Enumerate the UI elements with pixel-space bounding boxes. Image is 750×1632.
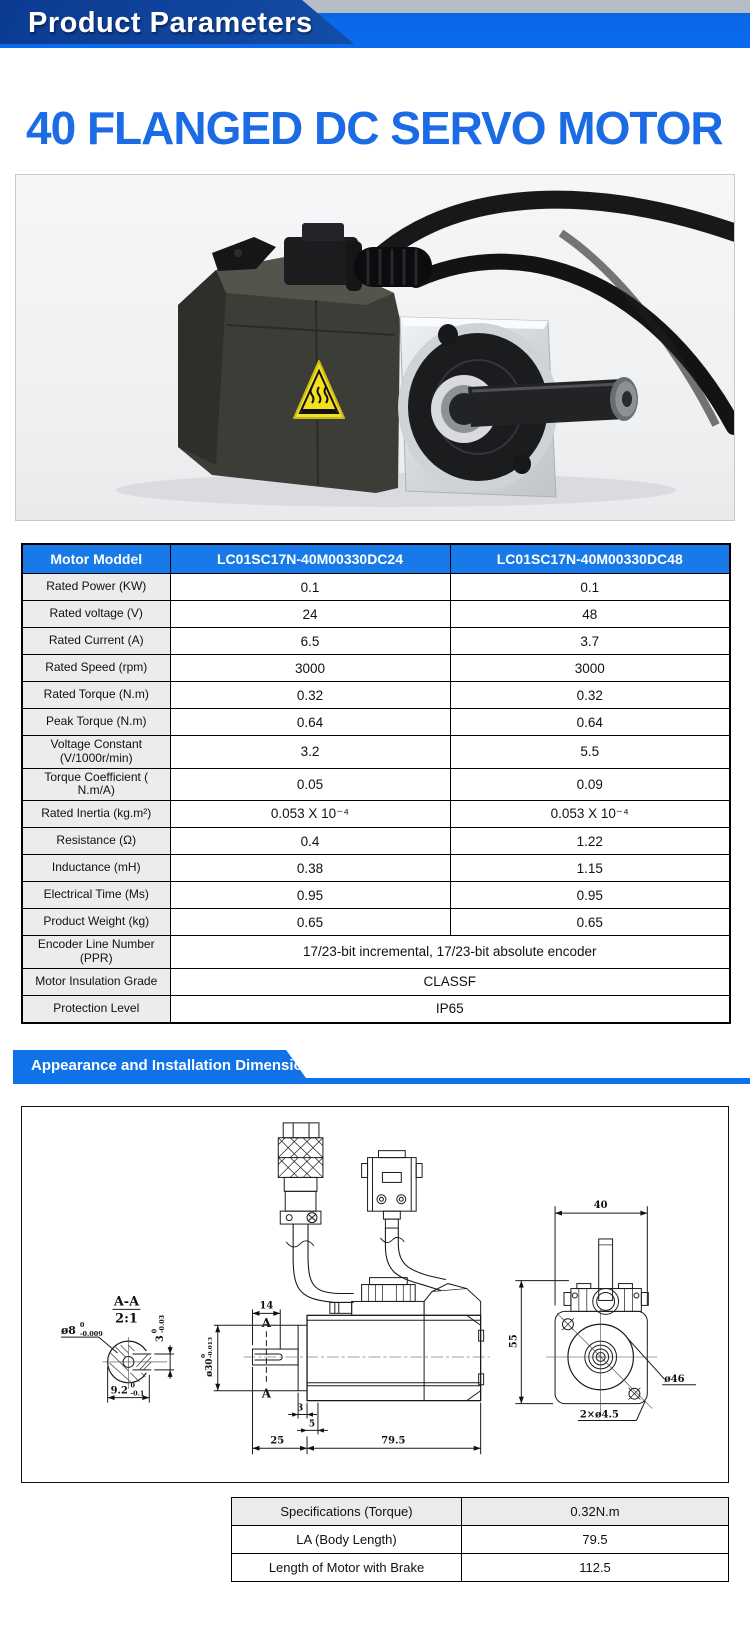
dim-dia30	[200, 1325, 298, 1390]
bolt-holes	[562, 1318, 640, 1399]
spec-label: Encoder Line Number (PPR)	[22, 936, 170, 969]
spec-row	[22, 909, 730, 936]
svg-text:-0.013: -0.013	[206, 1336, 214, 1358]
svg-text:0: 0	[199, 1353, 207, 1358]
dim-dia8	[61, 1321, 118, 1353]
length-row	[232, 1497, 729, 1525]
svg-text:79.5: 79.5	[381, 1435, 406, 1447]
svg-text:40: 40	[593, 1199, 608, 1211]
spec-value: 0.1	[450, 574, 730, 601]
spec-value: 0.053 X 10⁻⁴	[170, 801, 450, 828]
svg-text:0: 0	[150, 1328, 159, 1333]
spec-row	[22, 768, 730, 801]
section-cut-line	[261, 1316, 272, 1400]
top-banner	[0, 0, 750, 48]
svg-text:ø8: ø8	[61, 1323, 76, 1337]
spec-value: 24	[170, 601, 450, 628]
length-label: LA (Body Length)	[232, 1525, 462, 1553]
spec-label: Rated Power (KW)	[22, 574, 170, 601]
product-photo	[15, 174, 735, 521]
length-value: 0.32N.m	[462, 1497, 729, 1525]
spec-label: Rated Torque (N.m)	[22, 682, 170, 709]
spec-label: Voltage Constant (V/1000r/min)	[22, 736, 170, 769]
spec-label: Inductance (mH)	[22, 855, 170, 882]
svg-text:3: 3	[296, 1403, 304, 1414]
spec-row	[22, 882, 730, 909]
spec-value: 0.09	[450, 768, 730, 801]
spec-value: 3000	[170, 655, 450, 682]
spec-label: Rated Speed (rpm)	[22, 655, 170, 682]
spec-header-model-48: LC01SC17N-40M00330DC48	[450, 544, 730, 574]
spec-label: Electrical Time (Ms)	[22, 882, 170, 909]
svg-text:A: A	[261, 1386, 271, 1401]
spec-value: 0.65	[170, 909, 450, 936]
spec-value: 0.95	[450, 882, 730, 909]
length-label: Length of Motor with Brake	[232, 1553, 462, 1581]
spec-row	[22, 709, 730, 736]
spec-value: 6.5	[170, 628, 450, 655]
spec-label: Peak Torque (N.m)	[22, 709, 170, 736]
svg-text:0: 0	[79, 1321, 85, 1330]
page-title: 40 FLANGED DC SERVO MOTOR	[26, 102, 723, 154]
svg-text:A: A	[261, 1316, 271, 1331]
dimension-drawing-svg	[22, 1107, 727, 1481]
spec-value: 0.65	[450, 909, 730, 936]
spec-value: 48	[450, 601, 730, 628]
aviation-connector	[278, 1123, 353, 1303]
spec-value: 5.5	[450, 736, 730, 769]
svg-text:55: 55	[508, 1334, 520, 1348]
svg-text:2×ø4.5: 2×ø4.5	[579, 1409, 619, 1421]
dim-25-795	[252, 1367, 480, 1454]
svg-text:0: 0	[130, 1381, 135, 1390]
motor-photo-illustration	[16, 175, 734, 520]
spec-label: Torque Coefficient ( N.m/A)	[22, 768, 170, 801]
spec-label: Resistance (Ω)	[22, 828, 170, 855]
spec-label: Rated voltage (V)	[22, 601, 170, 628]
spec-row	[22, 855, 730, 882]
spec-row	[22, 736, 730, 769]
spec-value-merged: 17/23-bit incremental, 17/23-bit absolute encoder	[170, 936, 730, 969]
spec-value: 0.38	[170, 855, 450, 882]
length-table	[231, 1497, 729, 1582]
spec-row	[22, 968, 730, 995]
spec-value-merged: IP65	[170, 995, 730, 1023]
banner-title: Product Parameters	[28, 7, 313, 39]
svg-text:5: 5	[308, 1419, 316, 1430]
section-view	[61, 1294, 174, 1402]
spec-label: Rated Inertia (kg.m²)	[22, 801, 170, 828]
spec-header-row	[22, 544, 730, 574]
length-row	[232, 1525, 729, 1553]
spec-value: 3.7	[450, 628, 730, 655]
length-value: 112.5	[462, 1553, 729, 1581]
side-view	[200, 1123, 490, 1454]
svg-text:-0.03: -0.03	[158, 1314, 167, 1333]
spec-value: 0.4	[170, 828, 450, 855]
spec-value: 0.05	[170, 768, 450, 801]
svg-text:ø46: ø46	[664, 1373, 685, 1385]
dim-55	[508, 1280, 569, 1403]
spec-value: 0.95	[170, 882, 450, 909]
svg-text:-0.1: -0.1	[130, 1389, 145, 1398]
spec-value: 1.22	[450, 828, 730, 855]
spec-value: 0.32	[170, 682, 450, 709]
spec-row	[22, 801, 730, 828]
spec-row	[22, 828, 730, 855]
spec-row	[22, 682, 730, 709]
dimensions-banner	[0, 1050, 750, 1084]
spec-label: Rated Current (A)	[22, 628, 170, 655]
spec-label: Motor Insulation Grade	[22, 968, 170, 995]
spec-value: 0.053 X 10⁻⁴	[450, 801, 730, 828]
spec-row	[22, 655, 730, 682]
section-scale: 2:1	[115, 1311, 138, 1327]
spec-label: Protection Level	[22, 995, 170, 1023]
spec-value-merged: CLASSF	[170, 968, 730, 995]
spec-value: 0.64	[170, 709, 450, 736]
spec-value: 3.2	[170, 736, 450, 769]
spec-row	[22, 995, 730, 1023]
db-connector	[362, 1150, 446, 1290]
spec-row	[22, 936, 730, 969]
svg-text:9.2: 9.2	[110, 1385, 128, 1397]
svg-text:14: 14	[259, 1300, 274, 1312]
spec-table-body	[22, 574, 730, 1023]
length-table-body	[232, 1497, 729, 1581]
svg-text:3: 3	[155, 1334, 167, 1342]
svg-text:-0.009: -0.009	[79, 1329, 103, 1338]
length-label: Specifications (Torque)	[232, 1497, 462, 1525]
spec-value: 3000	[450, 655, 730, 682]
front-view	[508, 1200, 696, 1420]
dimensions-banner-title: Appearance and Installation Dimensions (Unit: mm)	[31, 1056, 400, 1074]
svg-text:25: 25	[270, 1435, 285, 1447]
dim-3	[288, 1392, 317, 1418]
dim-dia46	[627, 1338, 695, 1385]
spec-row	[22, 628, 730, 655]
technical-drawing	[21, 1106, 729, 1483]
spec-value: 1.15	[450, 855, 730, 882]
spec-row	[22, 601, 730, 628]
length-row	[232, 1553, 729, 1581]
spec-value: 0.32	[450, 682, 730, 709]
section-title: A-A	[113, 1294, 140, 1310]
spec-header-model-24: LC01SC17N-40M00330DC24	[170, 544, 450, 574]
spec-label: Product Weight (kg)	[22, 909, 170, 936]
spec-row	[22, 574, 730, 601]
spec-value: 0.1	[170, 574, 450, 601]
spec-header-model: Motor Moddel	[22, 544, 170, 574]
svg-text:ø30: ø30	[204, 1358, 215, 1377]
spec-table	[21, 543, 731, 1024]
spec-value: 0.64	[450, 709, 730, 736]
length-value: 79.5	[462, 1525, 729, 1553]
